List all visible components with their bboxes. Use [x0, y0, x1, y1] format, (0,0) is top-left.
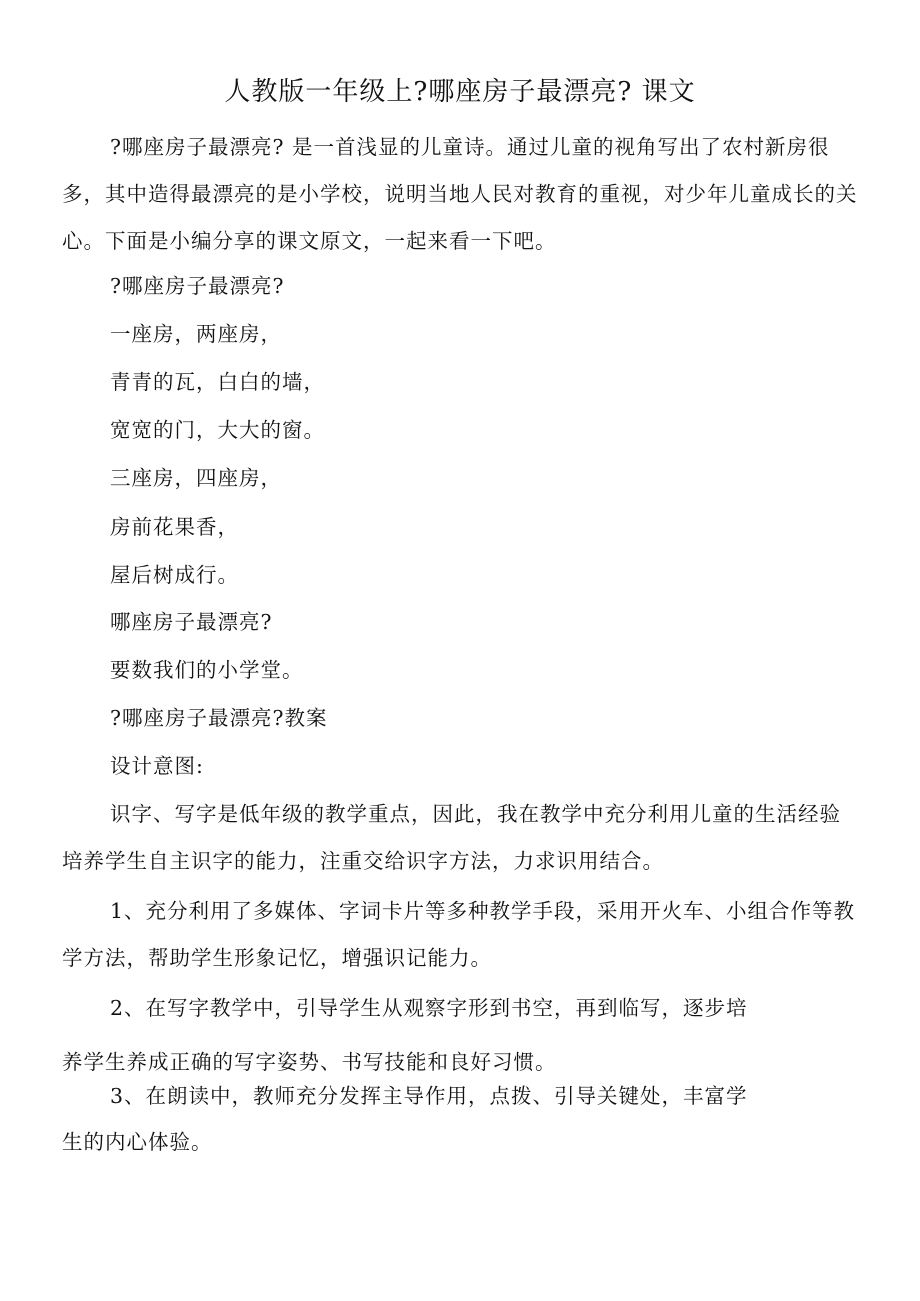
point-2-line-1: 2、在写字教学中，引导学生从观察字形到书空，再到临写，逐步培 — [110, 996, 748, 1020]
point-3-line-2: 生的内心体验。 — [62, 1130, 213, 1154]
poem-title: ?哪座房子最漂亮? — [110, 274, 285, 298]
poem-line-3: 宽宽的门，大大的窗。 — [110, 418, 325, 442]
point-1-paragraph: 1、充分利用了多媒体、字词卡片等多种教学手段，采用开火车、小组合作等教学方法，帮助学生形象记忆，增强识记能力。 — [62, 899, 856, 970]
poem-line-5: 房前花果香， — [110, 515, 239, 539]
poem-line-7: 哪座房子最漂亮? — [110, 610, 273, 634]
point-2-line-2: 养学生养成正确的写字姿势、书写技能和良好习惯。 — [62, 1050, 557, 1074]
poem-line-8: 要数我们的小学堂。 — [110, 658, 304, 682]
poem-line-1: 一座房，两座房， — [110, 322, 282, 346]
poem-line-6: 屋后树成行。 — [110, 563, 239, 587]
point-3-line-1: 3、在朗读中，教师充分发挥主导作用，点拨、引导关键处，丰富学 — [110, 1084, 748, 1108]
poem-line-4: 三座房，四座房， — [110, 466, 282, 490]
design-label: 设计意图: — [110, 754, 204, 778]
lesson-heading: ?哪座房子最漂亮?教案 — [110, 706, 328, 730]
design-paragraph: 识字、写字是低年级的教学重点，因此，我在教学中充分利用儿童的生活经验培养学生自主识字的能力，注重交给识字方法，力求识用结合。 — [62, 802, 841, 873]
poem-line-2: 青青的瓦，白白的墙， — [110, 370, 325, 394]
intro-paragraph: ?哪座房子最漂亮? 是一首浅显的儿童诗。通过儿童的视角写出了农村新房很多，其中造得最漂亮的是小学校，说明当地人民对教育的重视，对少年儿童成长的关心。下面是小编分享的课文原文，一起来看一下吧。 — [62, 135, 858, 253]
document-title: 人教版一年级上?哪座房子最漂亮? 课文 — [224, 77, 696, 107]
